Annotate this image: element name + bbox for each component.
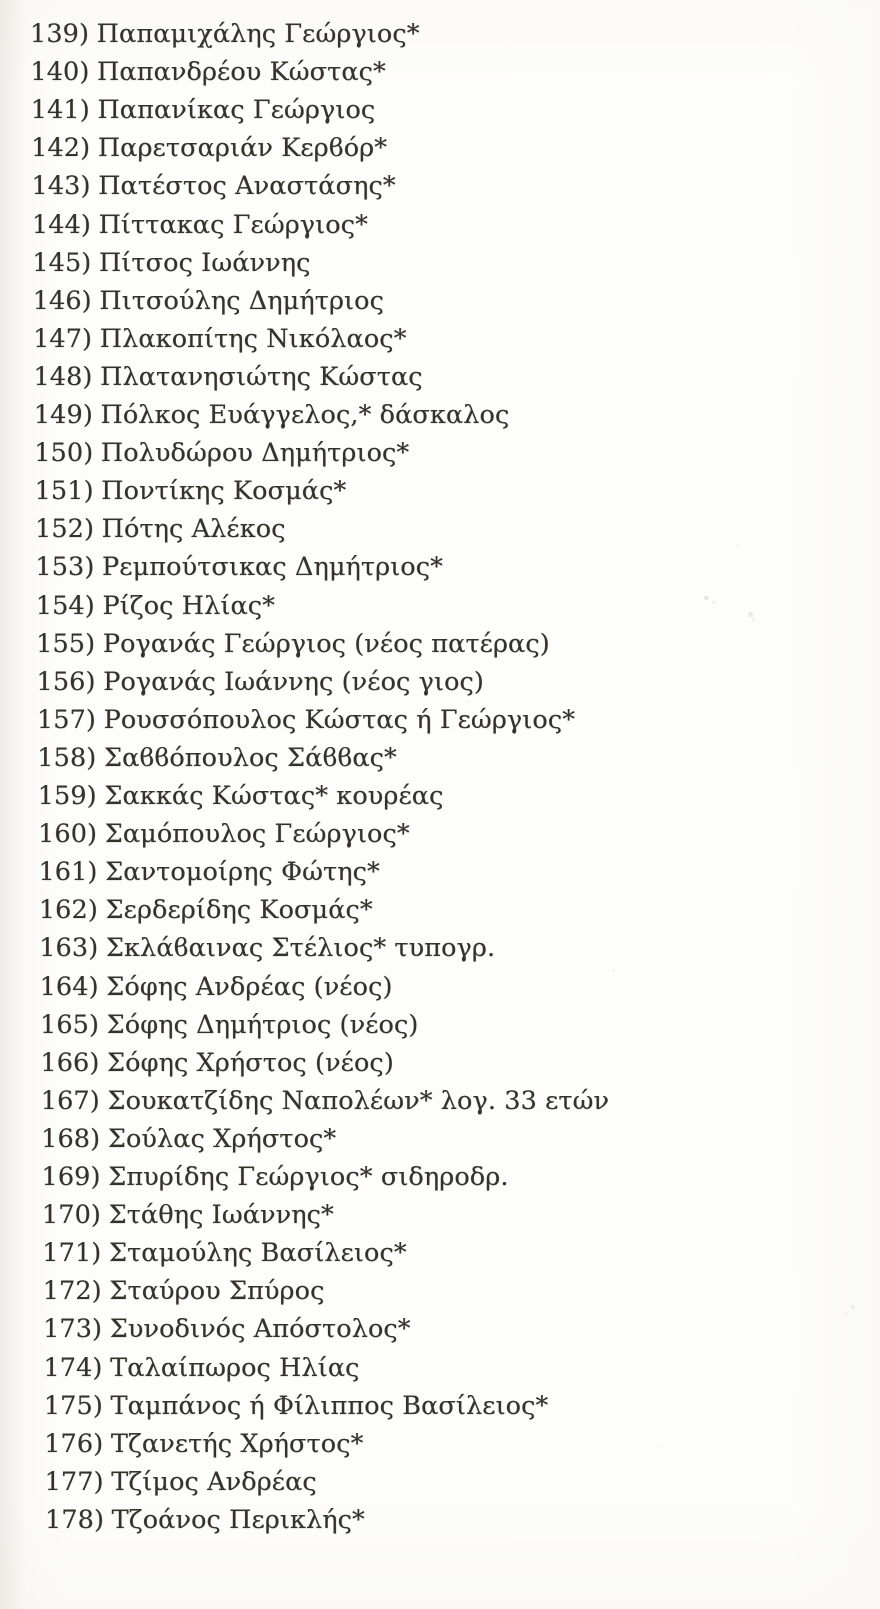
entry-name: Σουκατζίδης Ναπολέων* λογ. 33 ετών <box>107 1085 610 1116</box>
entry-name: Τζανετής Χρήστος* <box>110 1428 364 1459</box>
list-item <box>34 476 347 507</box>
entry-number: 153) <box>35 552 95 583</box>
list-item <box>30 57 386 88</box>
entry-number: 166) <box>40 1047 100 1078</box>
list-item <box>44 1428 364 1459</box>
list-item <box>31 171 396 202</box>
entry-name: Ρίζος Ηλίας* <box>102 590 276 621</box>
entry-number: 163) <box>39 933 99 964</box>
entry-number: 151) <box>34 476 94 507</box>
entry-name: Σπυρίδης Γεώργιος* σιδηροδρ. <box>108 1162 509 1192</box>
entry-number: 164) <box>39 971 99 1002</box>
list-item <box>39 933 496 964</box>
entry-name: Σόφης Χρήστος (νέος) <box>107 1047 394 1078</box>
entry-number: 175) <box>43 1390 103 1421</box>
list-item <box>35 552 443 583</box>
entry-number: 147) <box>33 323 93 354</box>
entry-number: 139) <box>30 19 90 49</box>
list-item <box>45 1504 365 1535</box>
list-item <box>35 514 286 545</box>
entry-name: Πιτσούλης Δημήτριος <box>99 285 384 316</box>
entry-name: Πλατανησιώτης Κώστας <box>100 361 423 392</box>
entry-name: Ταλαίπωρος Ηλίας <box>110 1352 360 1383</box>
entry-number: 141) <box>30 95 90 126</box>
entry-name: Παπανδρέου Κώστας* <box>97 57 386 88</box>
entry-name: Ρογανάς Ιωάννης (νέος γιος) <box>103 666 484 697</box>
list-item <box>40 1047 394 1078</box>
entry-number: 150) <box>34 438 94 469</box>
entry-name: Πόλκος Ευάγγελος,* δάσκαλος <box>100 400 510 430</box>
list-item <box>36 704 576 735</box>
list-item <box>33 323 407 354</box>
list-item <box>31 209 368 240</box>
entry-number: 167) <box>40 1085 100 1116</box>
entry-name: Πλακοπίτης Νικόλαος* <box>99 323 407 354</box>
list-item <box>43 1352 360 1383</box>
entry-name: Πολυδώρου Δημήτριος* <box>100 438 410 469</box>
entry-number: 149) <box>33 400 93 430</box>
list-item <box>33 361 423 392</box>
entry-number: 155) <box>36 628 96 659</box>
entry-number: 159) <box>37 781 97 811</box>
entry-number: 177) <box>44 1466 104 1497</box>
entry-name: Συνοδινός Απόστολος* <box>109 1314 411 1345</box>
entry-number: 160) <box>38 819 98 850</box>
list-item <box>44 1466 317 1497</box>
list-item <box>41 1162 509 1192</box>
entry-name: Στάθης Ιωάννης* <box>108 1200 334 1231</box>
list-item <box>38 857 380 888</box>
entry-number: 156) <box>36 666 96 697</box>
list-item <box>33 400 510 430</box>
entry-number: 169) <box>41 1162 101 1192</box>
entry-name: Σούλας Χρήστος* <box>107 1123 337 1154</box>
list-item <box>30 19 420 49</box>
list-item <box>38 819 410 850</box>
entry-name: Πατέστος Αναστάσης* <box>98 171 396 202</box>
list-item <box>36 666 484 697</box>
entry-name: Ταμπάνος ή Φίλιππος Βασίλειος* <box>110 1390 549 1421</box>
list-item <box>42 1238 407 1269</box>
entry-name: Σόφης Δημήτριος (νέος) <box>106 1009 419 1040</box>
list-item <box>39 971 393 1002</box>
list-item <box>38 895 373 926</box>
entry-number: 161) <box>38 857 98 888</box>
list-item <box>37 742 397 773</box>
entry-name: Παπανίκας Γεώργιος <box>97 95 376 126</box>
list-item <box>36 628 550 659</box>
entry-name: Τζίμος Ανδρέας <box>111 1466 317 1497</box>
entry-name: Σαμόπουλος Γεώργιος* <box>104 819 410 850</box>
entry-number: 174) <box>43 1352 103 1383</box>
entry-number: 158) <box>37 742 97 773</box>
entry-name: Σόφης Ανδρέας (νέος) <box>106 971 393 1002</box>
entry-name: Τζοάνος Περικλής* <box>111 1504 365 1535</box>
entry-name: Σαϐϐόπουλος Σάϐϐας* <box>103 742 397 773</box>
entry-name: Σαντομοίρης Φώτης* <box>105 857 380 888</box>
entry-number: 170) <box>41 1200 101 1231</box>
list-item <box>40 1009 419 1040</box>
entry-number: 178) <box>45 1504 105 1535</box>
list-item <box>35 590 276 621</box>
entry-number: 172) <box>42 1276 102 1307</box>
entry-number: 140) <box>30 57 90 88</box>
entry-name: Σταύρου Σπύρος <box>109 1276 325 1307</box>
entry-name: Σακκάς Κώστας* κουρέας <box>104 781 444 811</box>
entry-number: 148) <box>33 361 93 392</box>
entry-name: Σταμούλης Βασίλειος* <box>108 1238 407 1269</box>
entry-name: Πίττακας Γεώργιος* <box>98 209 368 240</box>
list-item <box>42 1276 325 1307</box>
entry-number: 176) <box>44 1428 104 1459</box>
entry-name: Ρεμπούτσικας Δημήτριος* <box>102 552 443 583</box>
entry-number: 157) <box>36 704 96 735</box>
list-item <box>37 781 444 811</box>
entry-number: 142) <box>31 133 91 164</box>
list-item <box>30 95 376 126</box>
list-item <box>32 247 311 278</box>
entry-number: 165) <box>40 1009 100 1040</box>
entry-number: 152) <box>35 514 95 545</box>
entry-name: Πίτσος Ιωάννης <box>98 247 311 278</box>
entry-name: Παρετσαριάν Κερϐόρ* <box>97 133 388 164</box>
entry-number: 173) <box>43 1314 103 1345</box>
list-item <box>31 133 388 164</box>
entry-number: 154) <box>35 590 95 621</box>
entry-name: Ποντίκης Κοσμάς* <box>101 476 347 507</box>
list-item <box>41 1123 337 1154</box>
entry-number: 143) <box>31 171 91 202</box>
list-item <box>40 1085 610 1116</box>
entry-name: Σερδερίδης Κοσμάς* <box>105 895 373 926</box>
entry-name: Σκλάϐαινας Στέλιος* τυπογρ. <box>105 933 496 964</box>
list-item <box>43 1390 549 1421</box>
entry-number: 171) <box>42 1238 102 1269</box>
entry-number: 162) <box>38 895 98 926</box>
list-item <box>41 1200 334 1231</box>
list-item <box>32 285 384 316</box>
entry-number: 144) <box>31 209 91 240</box>
entry-number: 145) <box>32 247 92 278</box>
list-item <box>34 438 410 469</box>
entry-name: Ρογανάς Γεώργιος (νέος πατέρας) <box>102 628 550 659</box>
entry-name: Ρουσσόπουλος Κώστας ή Γεώργιος* <box>103 704 576 735</box>
entry-name: Πότης Αλέκος <box>101 514 286 545</box>
list-item <box>43 1314 411 1345</box>
entry-number: 146) <box>32 285 92 316</box>
entry-name: Παπαμιχάλης Γεώργιος* <box>96 19 420 49</box>
entry-number: 168) <box>41 1123 101 1154</box>
